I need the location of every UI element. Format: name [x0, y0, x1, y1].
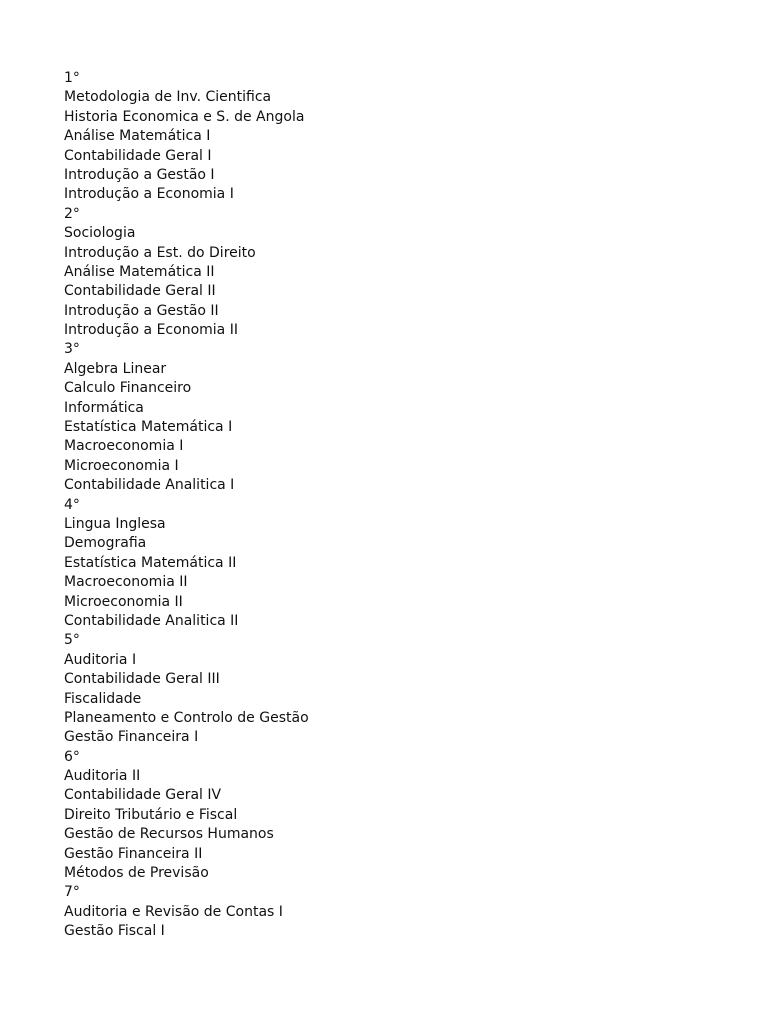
subject-item: Estatística Matemática II: [64, 554, 237, 571]
year-heading: 7°: [64, 884, 80, 901]
subject-item: Demografia: [64, 535, 147, 552]
year-heading: 3°: [64, 341, 80, 358]
year-heading: 4°: [64, 496, 80, 513]
curriculum-document: [64, 69, 744, 942]
subject-item: Auditoria II: [64, 768, 141, 785]
subject-item: Contabilidade Analitica II: [64, 612, 239, 629]
year-heading: 2°: [64, 205, 80, 222]
subject-item: Estatística Matemática I: [64, 419, 233, 436]
subject-item: Introdução a Gestão II: [64, 302, 219, 319]
subject-item: Introdução a Economia I: [64, 186, 234, 203]
subject-item: Microeconomia I: [64, 457, 179, 474]
subject-item: Análise Matemática I: [64, 128, 211, 145]
subject-item: Auditoria I: [64, 651, 137, 668]
subject-item: Gestão Financeira II: [64, 845, 203, 862]
subject-item: Informática: [64, 399, 144, 416]
year-heading: 1°: [64, 70, 80, 86]
subject-item: Microeconomia II: [64, 593, 183, 610]
subject-item: Contabilidade Geral IV: [64, 787, 222, 804]
subject-item: Contabilidade Geral II: [64, 283, 216, 300]
subject-item: Planeamento e Controlo de Gestão: [64, 709, 309, 726]
subject-item: Gestão de Recursos Humanos: [64, 826, 274, 843]
subject-item: Gestão Financeira I: [64, 729, 199, 746]
subject-item: Macroeconomia I: [64, 438, 184, 455]
subject-item: Macroeconomia II: [64, 574, 188, 591]
subject-item: Métodos de Previsão: [64, 865, 209, 882]
year-heading: 5°: [64, 632, 80, 649]
subject-item: Introdução a Est. do Direito: [64, 244, 256, 261]
subject-item: Calculo Financeiro: [64, 380, 192, 397]
subject-item: Auditoria e Revisão de Contas I: [64, 903, 283, 920]
subject-item: Algebra Linear: [64, 360, 167, 377]
subject-item: Gestão Fiscal I: [64, 923, 165, 940]
subject-item: Historia Economica e S. de Angola: [64, 108, 305, 125]
subject-item: Lingua Inglesa: [64, 515, 166, 532]
subject-item: Contabilidade Geral III: [64, 671, 220, 688]
subject-item: Análise Matemática II: [64, 263, 215, 280]
subject-item: Metodologia de Inv. Cientifica: [64, 89, 272, 106]
subject-item: Contabilidade Analitica I: [64, 477, 235, 494]
subject-item: Introdução a Economia II: [64, 322, 238, 339]
subject-item: Contabilidade Geral I: [64, 147, 212, 164]
year-heading: 6°: [64, 748, 80, 765]
subject-item: Introdução a Gestão I: [64, 166, 215, 183]
subject-item: Sociologia: [64, 225, 136, 242]
subject-item: Fiscalidade: [64, 690, 142, 707]
subject-item: Direito Tributário e Fiscal: [64, 806, 238, 823]
